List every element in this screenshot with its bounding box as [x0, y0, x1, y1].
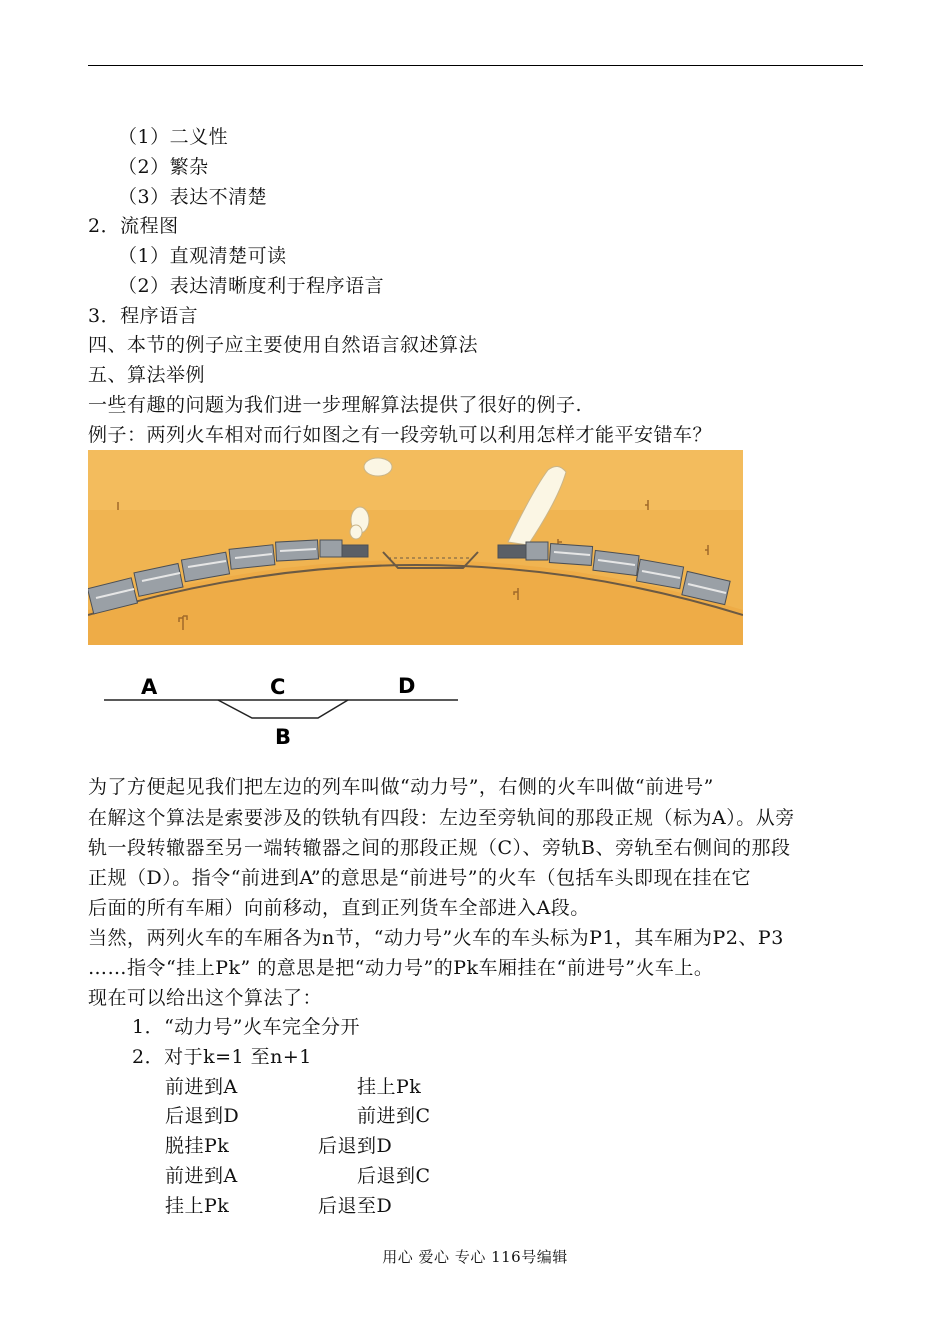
algorithm-cmd: 挂上Pk: [357, 1076, 422, 1098]
paragraph-line: 现在可以给出这个算法了：: [88, 987, 323, 1009]
paragraph-line: ……指令“挂上Pk” 的意思是把“动力号”的Pk车厢挂在“前进号”火车上。: [88, 957, 714, 979]
track-diagram: [100, 670, 465, 755]
page-footer: 用心 爱心 专心 116号编辑: [382, 1248, 568, 1266]
algorithm-cmd: 后退到C: [357, 1165, 431, 1187]
track-label-d: D: [398, 674, 416, 698]
algorithm-cmd: 前进到C: [357, 1105, 431, 1127]
paragraph-line: 在解这个算法是索要涉及的铁轨有四段：左边至旁轨间的那段正规（标为A）。从旁: [88, 807, 795, 829]
algorithm-cmd: 脱挂Pk: [165, 1135, 230, 1157]
algorithm-cmd: 后退到D: [165, 1105, 240, 1127]
example-question: 例子：两列火车相对而行如图之有一段旁轨可以利用怎样才能平安错车？: [88, 424, 713, 446]
algorithm-cmd: 挂上Pk: [165, 1195, 230, 1217]
intro-sentence: 一些有趣的问题为我们进一步理解算法提供了很好的例子.: [88, 394, 583, 416]
algorithm-cmd: 前进到A: [165, 1076, 238, 1098]
list-item-complexity: （2）繁杂: [118, 156, 209, 178]
list-item-clarity: （2）表达清晰度利于程序语言: [118, 275, 385, 297]
algorithm-cmd: 后退到D: [318, 1135, 393, 1157]
section-flowchart: 2．流程图: [88, 215, 179, 237]
track-label-a: A: [141, 675, 158, 699]
track-label-c: C: [270, 675, 286, 699]
algorithm-step-2: 2．对于k=1 至n+1: [132, 1046, 312, 1068]
paragraph-line: 后面的所有车厢）向前移动，直到正列货车全部进入A段。: [88, 897, 590, 919]
track-label-b: B: [275, 725, 292, 749]
heading-section-five: 五、算法举例: [88, 364, 206, 386]
algorithm-cmd: 前进到A: [165, 1165, 238, 1187]
paragraph-line: 轨一段转辙器至另一端转辙器之间的那段正规（C）、旁轨B、旁轨至右侧间的那段: [88, 837, 791, 859]
algorithm-cmd: 后退至D: [318, 1195, 393, 1217]
paragraph-line: 当然，两列火车的车厢各为n节，“动力号”火车的车头标为P1，其车厢为P2、P3: [88, 927, 784, 949]
siding-track: [218, 700, 348, 718]
paragraph-line: 为了方便起见我们把左边的列车叫做“动力号”，右侧的火车叫做“前进号”: [88, 776, 714, 798]
list-item-readable: （1）直观清楚可读: [118, 245, 287, 267]
list-item-ambiguity: （1）二义性: [118, 126, 229, 148]
paragraph-line: 正规（D）。指令“前进到A”的意思是“前进号”的火车（包括车头即现在挂在它: [88, 867, 752, 889]
algorithm-step-1: 1．“动力号”火车完全分开: [132, 1016, 361, 1038]
train-illustration: [88, 450, 743, 645]
section-programming-language: 3．程序语言: [88, 305, 199, 327]
heading-section-four: 四、本节的例子应主要使用自然语言叙述算法: [88, 334, 479, 356]
list-item-unclear: （3）表达不清楚: [118, 186, 268, 208]
header-rule: [88, 65, 863, 66]
